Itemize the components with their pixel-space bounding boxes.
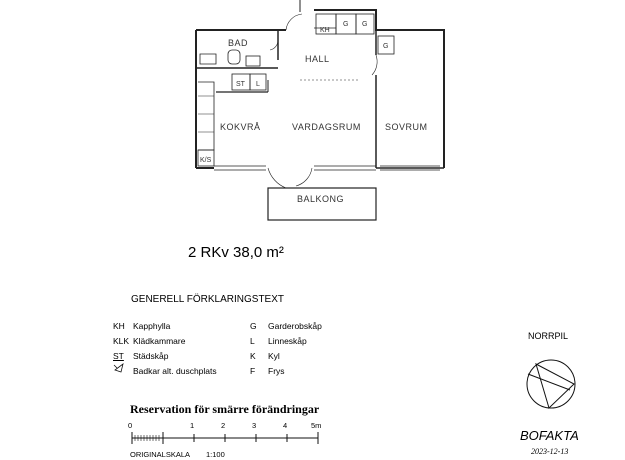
area-summary: 2 RKv 38,0 m²: [188, 244, 284, 261]
legend-label: Kapphylla: [133, 321, 171, 331]
legend-label: Garderobskåp: [268, 321, 322, 331]
fixture-g2: G: [362, 21, 368, 28]
room-hall: HALL: [305, 54, 330, 64]
room-balkong: BALKONG: [297, 194, 345, 204]
scale-tick: 4: [283, 421, 288, 430]
legend-code: F: [250, 366, 256, 376]
room-bad: BAD: [228, 38, 249, 48]
scale-tick: 5m: [311, 421, 322, 430]
fixture-g1: G: [343, 21, 349, 28]
legend-label: Städskåp: [133, 351, 169, 361]
fixture-kh: KH: [320, 27, 330, 34]
scale-tick: 0: [128, 421, 133, 430]
room-sovrum: SOVRUM: [385, 122, 428, 132]
plan-date: 2023-12-13: [531, 447, 569, 456]
scale-tick: 1: [190, 421, 195, 430]
legend-label: Badkar alt. duschplats: [133, 366, 217, 376]
legend-code: K: [250, 351, 256, 361]
scale-tick: 3: [252, 421, 257, 430]
fixture-g3: G: [383, 43, 389, 50]
fixture-st: ST: [236, 81, 245, 88]
scale-value: 1:100: [206, 450, 225, 459]
fixture-ks: K/S: [200, 157, 212, 164]
fixture-l: L: [256, 81, 260, 88]
scale-bar: [132, 432, 318, 444]
room-vardagsrum: VARDAGSRUM: [292, 122, 361, 132]
scale-tick: 2: [221, 421, 226, 430]
reservation-note: Reservation för smärre förändringar: [130, 402, 320, 416]
legend-code: L: [250, 336, 255, 346]
legend-label: Kyl: [268, 351, 280, 361]
legend-code: KLK: [113, 336, 130, 346]
scale-label: ORIGINALSKALA: [130, 450, 191, 459]
room-kokvra: KOKVRÅ: [220, 122, 261, 132]
legend-code: ST: [113, 351, 124, 361]
legend-code: G: [250, 321, 257, 331]
shower-symbol-icon: [114, 364, 123, 372]
legend-label: Linneskåp: [268, 336, 307, 346]
brand-logo: BOFAKTA: [520, 428, 579, 443]
legend-code: KH: [113, 321, 125, 331]
north-arrow-icon: [527, 360, 575, 408]
north-arrow-label: NORRPIL: [528, 331, 569, 341]
legend-label: Frys: [268, 366, 285, 376]
legend-label: Klädkammare: [133, 336, 186, 346]
legend-heading: GENERELL FÖRKLARINGSTEXT: [131, 294, 284, 305]
